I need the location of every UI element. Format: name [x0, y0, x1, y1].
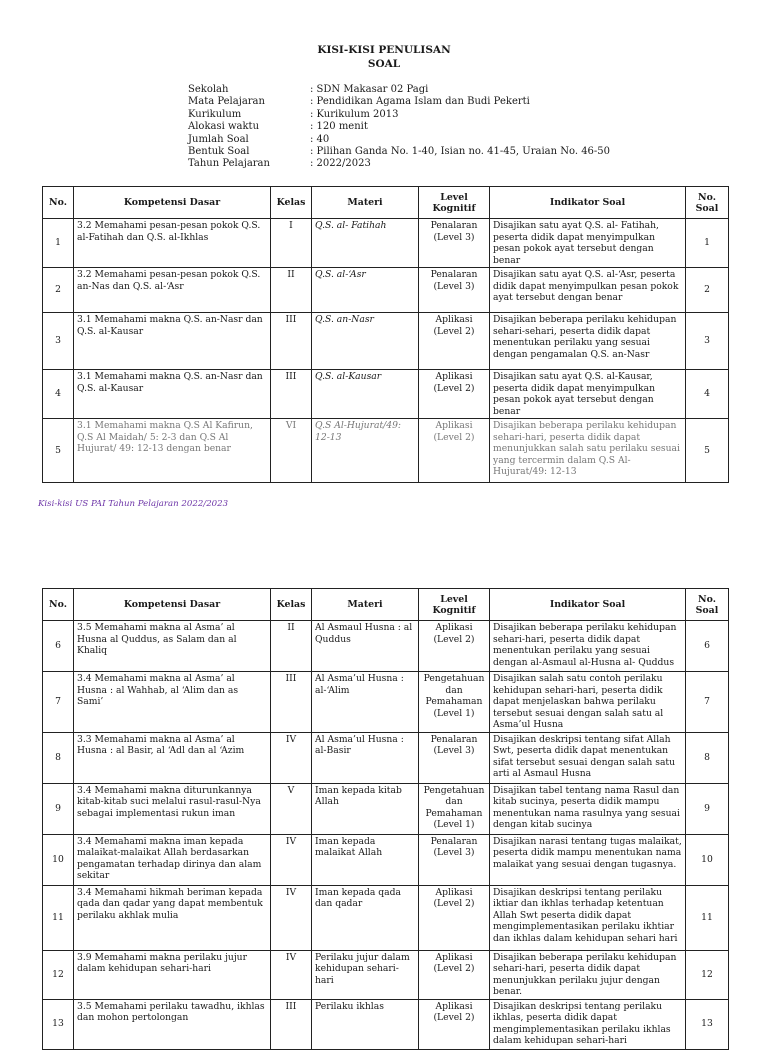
- kompetensi-cell: 3.5 Memahami perilaku tawadhu, ikhlas dan mohon pertolongan: [74, 999, 271, 1049]
- table-row: [43, 419, 729, 483]
- kelas-cell: III: [271, 313, 312, 370]
- row-number: 4: [43, 370, 74, 419]
- info-value: : 2022/2023: [310, 158, 371, 170]
- materi-cell: Q.S. an-Nasr: [312, 313, 419, 370]
- document-title: KISI-KISI PENULISAN: [317, 44, 451, 56]
- info-row: [188, 121, 610, 133]
- table-row: [43, 950, 729, 999]
- kompetensi-cell: 3.4 Memahami hikmah beriman kepada qada dan qadar yang dapat membentuk perilaku akhlak mulia: [74, 885, 271, 950]
- table-row: [43, 621, 729, 672]
- table-row: [43, 732, 729, 783]
- row-number: 13: [43, 999, 74, 1049]
- kompetensi-cell: 3.5 Memahami makna al Asma’ al Husna al Quddus, as Salam dan al Khaliq: [74, 621, 271, 672]
- info-label: Tahun Pelajaran: [188, 158, 270, 170]
- level-cell: Penalaran (Level 3): [419, 834, 490, 885]
- row-number: 2: [43, 268, 74, 313]
- col-header-nosoal: No. Soal: [686, 187, 729, 219]
- row-number: 8: [43, 732, 74, 783]
- kompetensi-cell: 3.2 Memahami pesan-pesan pokok Q.S. an-Nas dan Q.S. al-‘Asr: [74, 268, 271, 313]
- level-cell: Penalaran (Level 3): [419, 732, 490, 783]
- table-row: [43, 370, 729, 419]
- info-value: : Pilihan Ganda No. 1-40, Isian no. 41-45, Uraian No. 46-50: [310, 146, 611, 158]
- row-number: 11: [43, 885, 74, 950]
- kelas-cell: III: [271, 672, 312, 733]
- level-cell: Aplikasi (Level 2): [419, 621, 490, 672]
- soal-number-cell: 11: [686, 885, 729, 950]
- col-header-nosoal: No. Soal: [686, 589, 729, 621]
- indikator-cell: Disajikan satu ayat Q.S. al-‘Asr, peserta didik dapat menyimpulkan pesan pokok ayat tersebut dengan benar: [490, 268, 686, 313]
- info-value: : 40: [310, 133, 330, 145]
- row-number: 1: [43, 219, 74, 268]
- indikator-cell: Disajikan narasi tentang tugas malaikat, peserta didik mampu menentukan nama malaikat yang sesuai dengan tugasnya.: [490, 834, 686, 885]
- info-row: [188, 109, 610, 121]
- row-number: 5: [43, 419, 74, 483]
- kelas-cell: IV: [271, 885, 312, 950]
- info-value: : 120 menit: [310, 121, 368, 133]
- school-info: [188, 84, 610, 171]
- soal-number-cell: 13: [686, 999, 729, 1049]
- info-row: [188, 146, 610, 158]
- info-row: [188, 134, 610, 146]
- soal-number-cell: 5: [686, 419, 729, 483]
- col-header-no: No.: [43, 589, 74, 621]
- indikator-cell: Disajikan salah satu contoh perilaku kehidupan sehari-hari, peserta didik dapat menjelaskan bahwa perilaku tersebut sesuai dengan salah satu al Asma’ul Husna: [490, 672, 686, 733]
- materi-cell: Iman kepada malaikat Allah: [312, 834, 419, 885]
- soal-number-cell: 6: [686, 621, 729, 672]
- level-cell: Pengetahuan dan Pemahaman (Level 1): [419, 672, 490, 733]
- col-header-kompetensi: Kompetensi Dasar: [74, 187, 271, 219]
- level-cell: Aplikasi (Level 2): [419, 999, 490, 1049]
- col-header-kompetensi: Kompetensi Dasar: [74, 589, 271, 621]
- table-row: [43, 268, 729, 313]
- indikator-cell: Disajikan satu ayat Q.S. al- Fatihah, peserta didik dapat menyimpulkan pesan pokok ayat tersebut dengan benar: [490, 219, 686, 268]
- kisi-kisi-table-1: [42, 186, 729, 483]
- table-row: [43, 783, 729, 834]
- indikator-cell: Disajikan satu ayat Q.S. al-Kausar, peserta didik dapat menyimpulkan pesan pokok ayat tersebut dengan benar: [490, 370, 686, 419]
- materi-cell: Iman kepada qada dan qadar: [312, 885, 419, 950]
- kelas-cell: IV: [271, 834, 312, 885]
- kelas-cell: V: [271, 783, 312, 834]
- soal-number-cell: 3: [686, 313, 729, 370]
- row-number: 3: [43, 313, 74, 370]
- col-header-level: Level Kognitif: [419, 589, 490, 621]
- kompetensi-cell: 3.1 Memahami makna Q.S. an-Nasr dan Q.S. al-Kausar: [74, 370, 271, 419]
- col-header-no: No.: [43, 187, 74, 219]
- soal-number-cell: 7: [686, 672, 729, 733]
- col-header-indikator: Indikator Soal: [490, 589, 686, 621]
- kompetensi-cell: 3.3 Memahami makna al Asma’ al Husna : al Basir, al ‘Adl dan al ‘Azim: [74, 732, 271, 783]
- soal-number-cell: 10: [686, 834, 729, 885]
- kelas-cell: I: [271, 219, 312, 268]
- table-row: [43, 672, 729, 733]
- indikator-cell: Disajikan beberapa perilaku kehidupan sehari-hari, peserta didik dapat menunjukkan perilaku jujur dengan benar.: [490, 950, 686, 999]
- table-row: [43, 834, 729, 885]
- materi-cell: Q.S Al-Hujurat/49: 12-13: [312, 419, 419, 483]
- col-header-materi: Materi: [312, 187, 419, 219]
- materi-cell: Al Asma’ul Husna : al-‘Alim: [312, 672, 419, 733]
- level-cell: Aplikasi (Level 2): [419, 313, 490, 370]
- info-row: [188, 158, 610, 170]
- indikator-cell: Disajikan deskripsi tentang perilaku iktiar dan ikhlas terhadap ketentuan Allah Swt peserta didik dapat mengimplementasikan perilaku ikhtiar dan ikhlas dalam kehidupan sehari hari: [490, 885, 686, 950]
- page-footer: Kisi-kisi US PAI Tahun Pelajaran 2022/2023: [38, 499, 229, 509]
- soal-number-cell: 1: [686, 219, 729, 268]
- kelas-cell: II: [271, 268, 312, 313]
- info-value: : Pendidikan Agama Islam dan Budi Pekerti: [310, 96, 530, 108]
- kisi-kisi-table-2: [42, 588, 729, 1050]
- col-header-level: Level Kognitif: [419, 187, 490, 219]
- kompetensi-cell: 3.4 Memahami makna iman kepada malaikat-malaikat Allah berdasarkan pengamatan terhadap dirinya dan alam sekitar: [74, 834, 271, 885]
- level-cell: Aplikasi (Level 2): [419, 370, 490, 419]
- table-row: [43, 219, 729, 268]
- info-row: [188, 96, 610, 108]
- indikator-cell: Disajikan beberapa perilaku kehidupan sehari-hari, peserta didik dapat menunjukkan salah satu perilaku sesuai yang tercermin dalam Q.S Al-Hujurat/49: 12-13: [490, 419, 686, 483]
- info-label: Mata Pelajaran: [188, 96, 265, 108]
- info-value: : Kurikulum 2013: [310, 108, 399, 120]
- kompetensi-cell: 3.4 Memahami makna al Asma’ al Husna : al Wahhab, al ‘Alim dan as Sami’: [74, 672, 271, 733]
- soal-number-cell: 9: [686, 783, 729, 834]
- table-header-row: [43, 589, 729, 621]
- info-label: Sekolah: [188, 84, 229, 95]
- kompetensi-cell: 3.1 Memahami makna Q.S Al Kafirun, Q.S Al Maidah/ 5: 2-3 dan Q.S Al Hujurat/ 49: 12-13 dengan benar: [74, 419, 271, 483]
- indikator-cell: Disajikan beberapa perilaku kehidupan sehari-sehari, peserta didik dapat menentukan perilaku yang sesuai dengan pengamalan Q.S. an-Nasr: [490, 313, 686, 370]
- row-number: 12: [43, 950, 74, 999]
- table-header-row: [43, 187, 729, 219]
- indikator-cell: Disajikan beberapa perilaku kehidupan sehari-hari, peserta didik dapat menentukan perilaku yang sesuai dengan al-Asmaul al-Husna al- Quddus: [490, 621, 686, 672]
- table-row: [43, 885, 729, 950]
- materi-cell: Q.S. al-Kausar: [312, 370, 419, 419]
- soal-number-cell: 2: [686, 268, 729, 313]
- row-number: 6: [43, 621, 74, 672]
- info-value: : SDN Makasar 02 Pagi: [310, 84, 429, 95]
- indikator-cell: Disajikan deskripsi tentang sifat Allah Swt, peserta didik dapat menentukan sifat tersebut sesuai dengan salah satu arti al Asmaul Husna: [490, 732, 686, 783]
- level-cell: Aplikasi (Level 2): [419, 950, 490, 999]
- kompetensi-cell: 3.1 Memahami makna Q.S. an-Nasr dan Q.S. al-Kausar: [74, 313, 271, 370]
- materi-cell: Iman kepada kitab Allah: [312, 783, 419, 834]
- materi-cell: Perilaku jujur dalam kehidupan sehari-hari: [312, 950, 419, 999]
- materi-cell: Perilaku ikhlas: [312, 999, 419, 1049]
- level-cell: Aplikasi (Level 2): [419, 419, 490, 483]
- table-row: [43, 999, 729, 1049]
- soal-number-cell: 12: [686, 950, 729, 999]
- document-subtitle: SOAL: [367, 58, 401, 70]
- info-label: Jumlah Soal: [188, 133, 249, 145]
- kelas-cell: III: [271, 999, 312, 1049]
- info-label: Alokasi waktu: [188, 121, 260, 133]
- col-header-kelas: Kelas: [271, 187, 312, 219]
- row-number: 10: [43, 834, 74, 885]
- row-number: 7: [43, 672, 74, 733]
- kelas-cell: VI: [271, 419, 312, 483]
- kelas-cell: II: [271, 621, 312, 672]
- info-label: Kurikulum: [188, 108, 242, 120]
- col-header-kelas: Kelas: [271, 589, 312, 621]
- level-cell: Aplikasi (Level 2): [419, 885, 490, 950]
- indikator-cell: Disajikan deskripsi tentang perilaku ikhlas, peserta didik dapat mengimplementasikan perilaku ikhlas dalam kehidupan sehari-hari: [490, 999, 686, 1049]
- info-label: Bentuk Soal: [188, 146, 250, 158]
- soal-number-cell: 8: [686, 732, 729, 783]
- row-number: 9: [43, 783, 74, 834]
- kompetensi-cell: 3.2 Memahami pesan-pesan pokok Q.S. al-Fatihah dan Q.S. al-Ikhlas: [74, 219, 271, 268]
- materi-cell: Q.S. al-‘Asr: [312, 268, 419, 313]
- info-row: [188, 84, 610, 96]
- col-header-materi: Materi: [312, 589, 419, 621]
- materi-cell: Q.S. al- Fatihah: [312, 219, 419, 268]
- table-row: [43, 313, 729, 370]
- materi-cell: Al Asmaul Husna : al Quddus: [312, 621, 419, 672]
- kelas-cell: IV: [271, 950, 312, 999]
- soal-number-cell: 4: [686, 370, 729, 419]
- level-cell: Penalaran (Level 3): [419, 268, 490, 313]
- level-cell: Pengetahuan dan Pemahaman (Level 1): [419, 783, 490, 834]
- col-header-indikator: Indikator Soal: [490, 187, 686, 219]
- kompetensi-cell: 3.9 Memahami makna perilaku jujur dalam kehidupan sehari-hari: [74, 950, 271, 999]
- level-cell: Penalaran (Level 3): [419, 219, 490, 268]
- materi-cell: Al Asma’ul Husna : al-Basir: [312, 732, 419, 783]
- kompetensi-cell: 3.4 Memahami makna diturunkannya kitab-kitab suci melalui rasul-rasul-Nya sebagai implementasi rukun iman: [74, 783, 271, 834]
- kelas-cell: IV: [271, 732, 312, 783]
- indikator-cell: Disajikan tabel tentang nama Rasul dan kitab sucinya, peserta didik mampu menentukan nama rasulnya yang sesuai dengan kitab sucinya: [490, 783, 686, 834]
- kelas-cell: III: [271, 370, 312, 419]
